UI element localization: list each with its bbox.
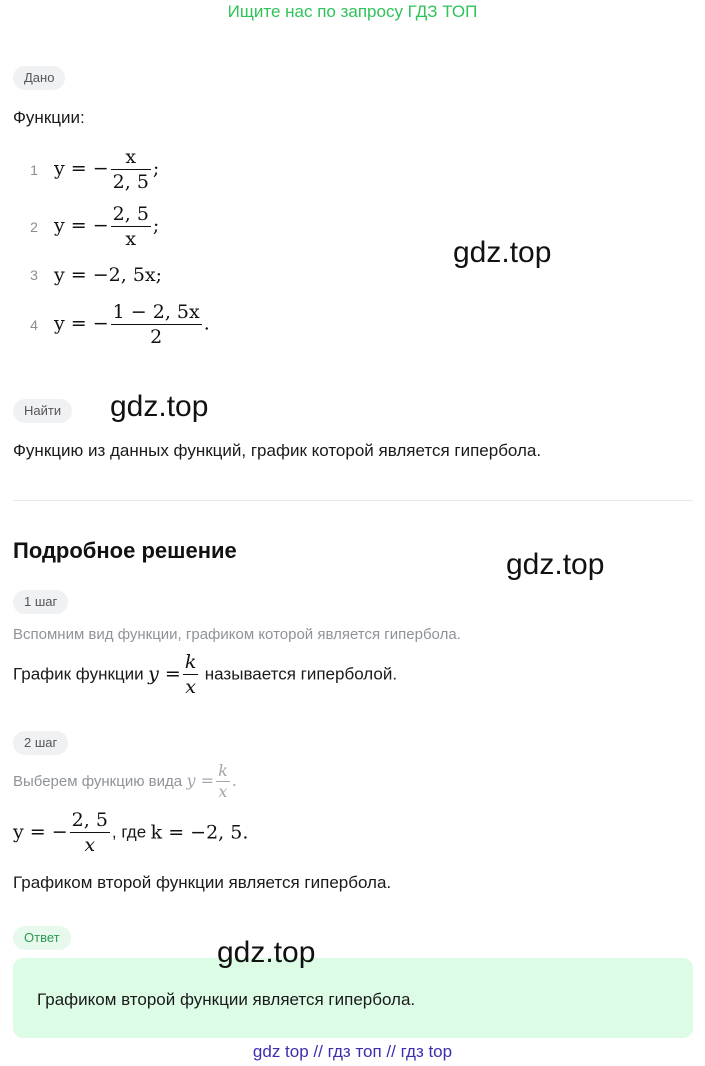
watermark: gdz.top [217, 936, 316, 969]
step1-hint: Вспомним вид функции, графиком которой является гипербола. [13, 626, 461, 643]
answer-text: Графиком второй функции является гипербола. [37, 990, 416, 1009]
step2-hint: Выберем функцию вида y = $\frac{k}{x}$ . [13, 761, 237, 801]
step1-line: График функции y = $\frac{k}{x}$ называется гиперболой. [13, 651, 398, 698]
function-1: y = − $\frac{x}{2, 5}$ ; [54, 146, 160, 193]
step1-chip: 1 шаг [13, 590, 68, 614]
answer-chip: Ответ [13, 926, 71, 950]
watermark: gdz.top [506, 548, 605, 581]
item-number: 3 [30, 267, 38, 283]
solution-heading: Подробное решение [13, 538, 237, 563]
find-text: Функцию из данных функций, график которой является гипербола. [13, 441, 542, 460]
find-chip: Найти [13, 399, 72, 423]
given-chip: Дано [13, 66, 65, 90]
item-number: 1 [30, 162, 38, 178]
function-3: y = −2, 5x; [54, 264, 163, 286]
function-4: y = − $\frac{1 - 2, 5x}{2}$ . [54, 301, 210, 348]
item-number: 2 [30, 219, 38, 235]
item-number: 4 [30, 317, 38, 333]
step2-line: y = − $\frac{2, 5}{x}$ , где k = −2, 5. [13, 809, 249, 856]
function-2: y = − $\frac{2, 5}{x}$ ; [54, 203, 160, 250]
watermark: gdz.top [453, 236, 552, 269]
step2-chip: 2 шаг [13, 731, 68, 755]
given-label: Функции: [13, 108, 85, 127]
footer-links: gdz top // гдз топ // гдз top [252, 1042, 453, 1061]
divider [13, 500, 693, 501]
step2-text: Графиком второй функции является гипербола. [13, 873, 392, 892]
watermark: gdz.top [110, 390, 209, 423]
top-banner: Ищите нас по запросу ГДЗ ТОП [227, 2, 478, 21]
